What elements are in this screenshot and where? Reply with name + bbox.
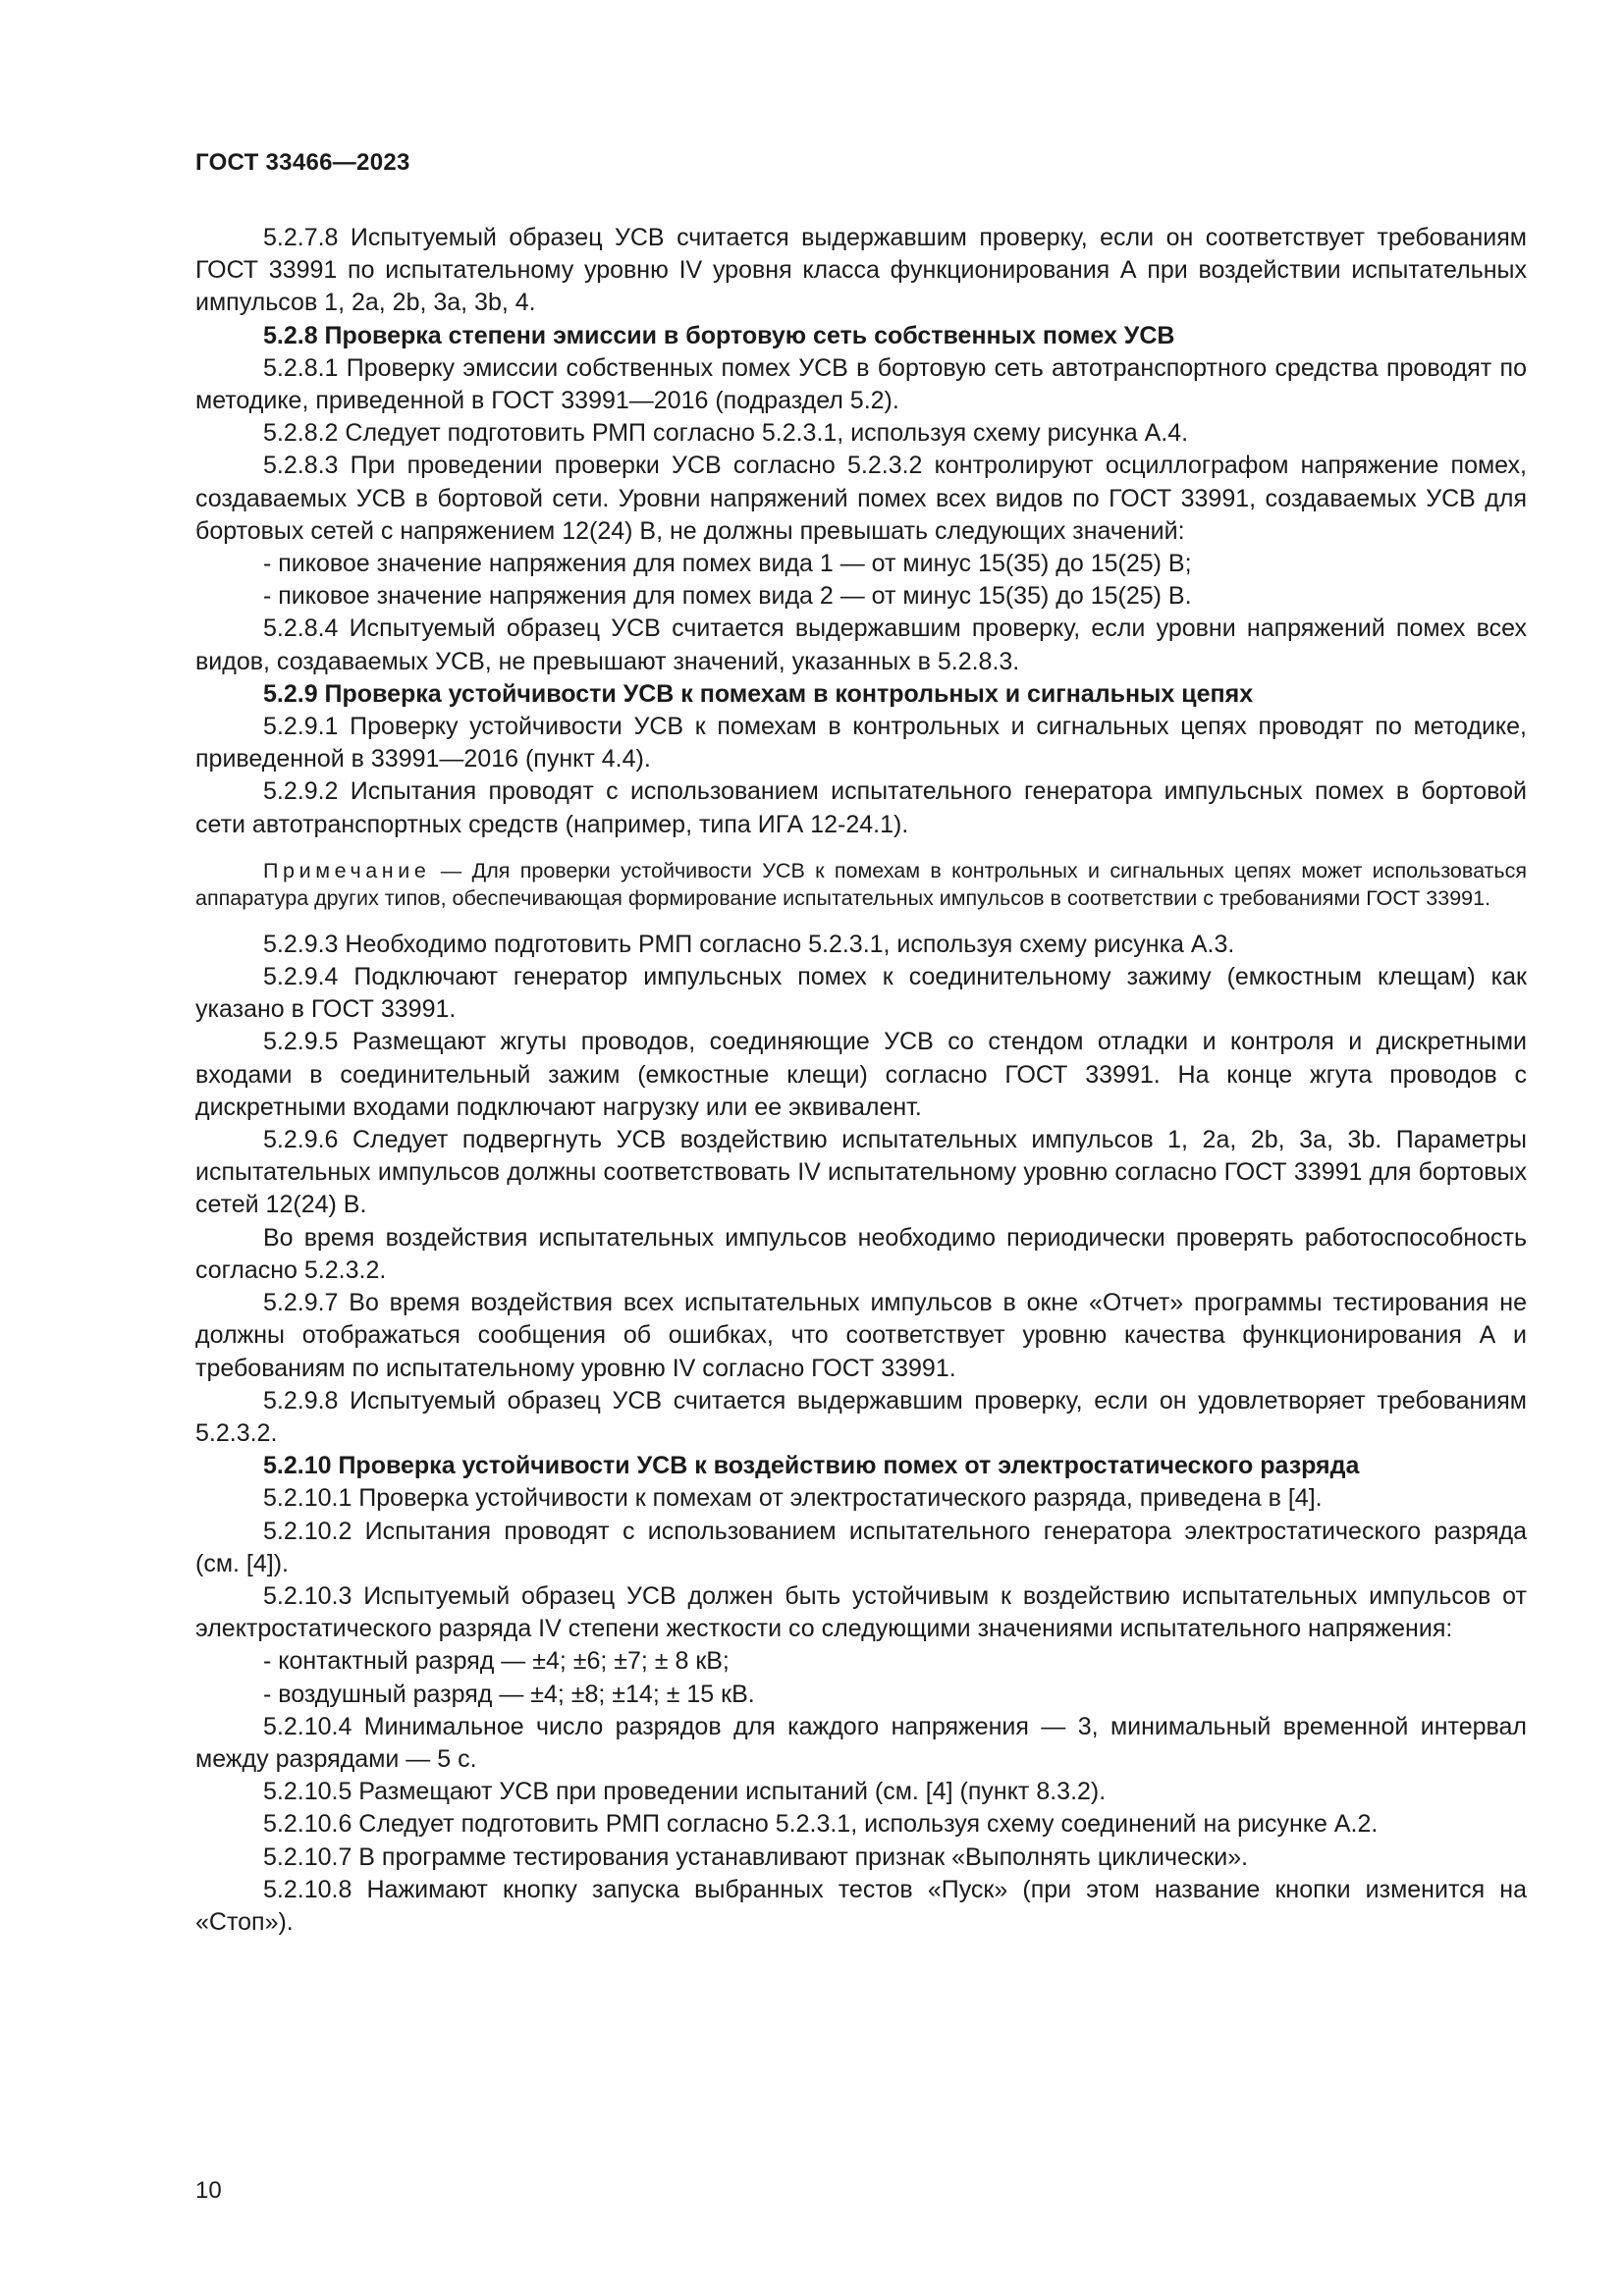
note-label: Примечание — [263, 858, 431, 882]
section-heading-5-2-10: 5.2.10 Проверка устойчивости УСВ к воздействию помех от электростатического разряда — [263, 1452, 1360, 1480]
paragraph-5-2-8-2: 5.2.8.2 Следует подготовить РМП согласно 5.2.3.1, используя схему рисунка А.4. — [263, 419, 1189, 448]
paragraph-5-2-10-3: 5.2.10.3 Испытуемый образец УСВ должен быть устойчивым к воздействию испытательных импульсов от электростатического разряда IV степени жесткости со следующими значениями испытательного напряжения: — [195, 1581, 1527, 1643]
paragraph-5-2-10-7: 5.2.10.7 В программе тестирования устанавливают признак «Выполнять циклически». — [263, 1842, 1249, 1871]
paragraph-5-2-7-8: 5.2.7.8 Испытуемый образец УСВ считается выдержавшим проверку, если он соответствует требованиям ГОСТ 33991 по испытательному уровню IV уровня класса функционирования А при воздействии испытательных импульсов 1, 2a, 2b, 3a, 3b, 4. — [195, 224, 1527, 317]
list-item-contact-discharge: - контактный разряд — ±4; ±6; ±7; ± 8 кВ; — [263, 1647, 730, 1676]
list-item-peak-type-2: - пиковое значение напряжения для помех вида 2 — от минус 15(35) до 15(25) В. — [263, 582, 1192, 611]
paragraph-5-2-10-4: 5.2.10.4 Минимальное число разрядов для каждого напряжения — 3, минимальный временной интервал между разрядами — 5 с. — [195, 1712, 1527, 1773]
paragraph-5-2-9-2: 5.2.9.2 Испытания проводят с использованием испытательного генератора импульсных помех в бортовой сети автотранспортных средств (например, типа ИГА 12-24.1). — [195, 777, 1527, 838]
section-heading-5-2-9: 5.2.9 Проверка устойчивости УСВ к помехам в контрольных и сигнальных цепях — [263, 679, 1254, 708]
section-heading-5-2-8: 5.2.8 Проверка степени эмиссии в бортовую сеть собственных помех УСВ — [263, 321, 1175, 349]
paragraph-5-2-9-4: 5.2.9.4 Подключают генератор импульсных помех к соединительному зажиму (емкостным клещам) как указано в ГОСТ 33991. — [195, 963, 1527, 1024]
page-number: 10 — [195, 2177, 222, 2204]
paragraph-5-2-10-8: 5.2.10.8 Нажимают кнопку запуска выбранных тестов «Пуск» (при этом название кнопки изменится на «Стоп»). — [195, 1875, 1527, 1936]
paragraph-5-2-10-1: 5.2.10.1 Проверка устойчивости к помехам от электростатического разряда, приведена в [4]. — [263, 1484, 1323, 1513]
paragraph-5-2-9-3: 5.2.9.3 Необходимо подготовить РМП согласно 5.2.3.1, используя схему рисунка А.3. — [263, 930, 1235, 958]
paragraph-5-2-9-8: 5.2.9.8 Испытуемый образец УСВ считается выдержавшим проверку, если он удовлетворяет требованиям 5.2.3.2. — [195, 1386, 1527, 1447]
note-text: — Для проверки устойчивости УСВ к помехам в контрольных и сигнальных цепях может использоваться аппаратура других типов, обеспечивающая формирование испытательных импульсов в соответствии с требованиями ГОСТ 33991. — [195, 858, 1527, 911]
document-body — [195, 222, 1527, 1939]
paragraph-5-2-10-2: 5.2.10.2 Испытания проводят с использованием испытательного генератора электростатического разряда (см. [4]). — [195, 1517, 1527, 1577]
paragraph-5-2-9-6: 5.2.9.6 Следует подвергнуть УСВ воздействию испытательных импульсов 1, 2a, 2b, 3a, 3b. Параметры испытательных импульсов должны соответствовать IV испытательному уровню согласно ГОСТ 33991 для бортовых сетей 12(24) В. — [195, 1126, 1527, 1219]
paragraph-5-2-9-7: 5.2.9.7 Во время воздействия всех испытательных импульсов в окне «Отчет» программы тестирования не должны отображаться сообщения об ошибках, что соответствует уровню качества функционирования А и требованиям по испытательному уровню IV согласно ГОСТ 33991. — [195, 1289, 1527, 1382]
paragraph-5-2-10-6: 5.2.10.6 Следует подготовить РМП согласно 5.2.3.1, используя схему соединений на рисунке А.2. — [263, 1810, 1379, 1839]
paragraph-5-2-8-3: 5.2.8.3 При проведении проверки УСВ согласно 5.2.3.2 контролируют осциллографом напряжение помех, создаваемых УСВ в бортовой сети. Уровни напряжений помех всех видов по ГОСТ 33991, создаваемых УСВ для бортовых сетей с напряжением 12(24) В, не должны превышать следующих значений: — [195, 452, 1527, 545]
paragraph-5-2-10-5: 5.2.10.5 Размещают УСВ при проведении испытаний (см. [4] (пункт 8.3.2). — [263, 1778, 1107, 1806]
list-item-air-discharge: - воздушный разряд — ±4; ±8; ±14; ± 15 кВ. — [263, 1680, 755, 1708]
paragraph-5-2-8-1: 5.2.8.1 Проверку эмиссии собственных помех УСВ в бортовую сеть автотранспортного средства проводят по методике, приведенной в ГОСТ 33991—2016 (подраздел 5.2). — [195, 353, 1527, 415]
list-item-peak-type-1: - пиковое значение напряжения для помех вида 1 — от минус 15(35) до 15(25) В; — [263, 550, 1192, 578]
note-block — [195, 857, 1527, 913]
document-header-title: ГОСТ 33466—2023 — [195, 149, 410, 176]
paragraph-5-2-9-5: 5.2.9.5 Размещают жгуты проводов, соединяющие УСВ со стендом отладки и контроля и дискретными входами в соединительный зажим (емкостные клещи) согласно ГОСТ 33991. На конце жгута проводов с дискретными входами подключают нагрузку или ее эквивалент. — [195, 1028, 1527, 1121]
paragraph-5-2-8-4: 5.2.8.4 Испытуемый образец УСВ считается выдержавшим проверку, если уровни напряжений помех всех видов, создаваемых УСВ, не превышают значений, указанных в 5.2.8.3. — [195, 614, 1527, 675]
paragraph-5-2-9-6-continued: Во время воздействия испытательных импульсов необходимо периодически проверять работоспособность согласно 5.2.3.2. — [195, 1223, 1527, 1284]
paragraph-5-2-9-1: 5.2.9.1 Проверку устойчивости УСВ к помехам в контрольных и сигнальных цепях проводят по методике, приведенной в 33991—2016 (пункт 4.4). — [195, 713, 1527, 774]
